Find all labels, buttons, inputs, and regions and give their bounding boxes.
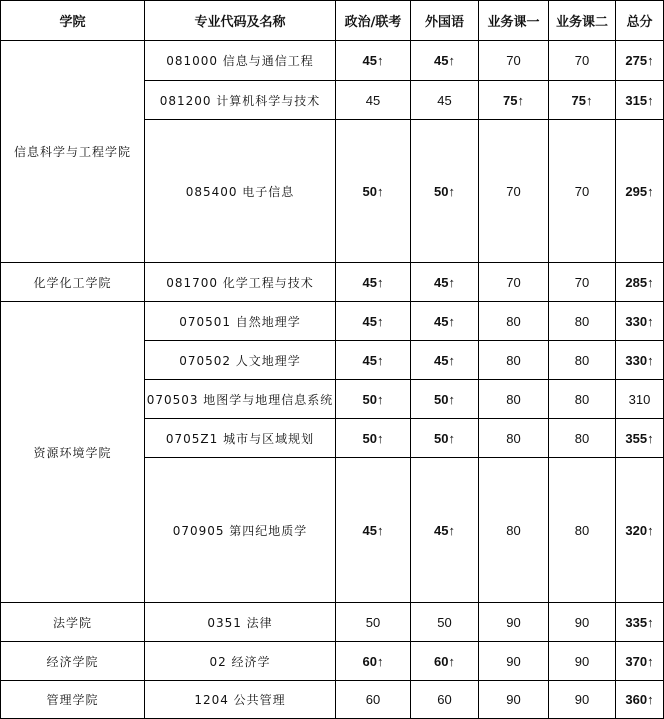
foreign-score: 50: [437, 614, 452, 630]
up-arrow-icon: ↑: [448, 183, 455, 199]
college-name: 管理学院: [1, 681, 145, 719]
foreign-score: 45: [434, 352, 449, 368]
up-arrow-icon: ↑: [376, 53, 384, 68]
politics-score: 45: [362, 352, 377, 368]
foreign-score-cell: [411, 458, 479, 603]
up-arrow-icon: ↑: [376, 313, 384, 329]
college-name: 资源环境学院: [1, 302, 145, 603]
up-arrow-icon: ↑: [647, 53, 654, 68]
up-arrow-icon: ↑: [647, 614, 654, 630]
major-name: 070905 第四纪地质学: [145, 458, 336, 603]
course1-score: 90: [506, 653, 521, 669]
course2-score: 80: [574, 522, 590, 538]
up-arrow-icon: ↑: [376, 352, 384, 368]
up-arrow-icon: ↑: [647, 313, 654, 329]
course2-score-cell: [549, 341, 616, 380]
course2-score-cell: [549, 81, 616, 120]
foreign-score: 45: [434, 522, 449, 538]
total-score: 320: [625, 522, 648, 538]
politics-score: 60: [362, 653, 377, 669]
total-score-cell: [616, 263, 664, 302]
politics-score: 45: [365, 92, 381, 108]
major-name: 085400 电子信息: [145, 120, 336, 263]
total-score-cell: [616, 458, 664, 603]
course1-score-cell: [479, 341, 549, 380]
foreign-score-cell: [411, 380, 479, 419]
up-arrow-icon: ↑: [448, 430, 455, 446]
course2-score: 80: [574, 352, 590, 368]
foreign-score: 50: [434, 430, 449, 446]
up-arrow-icon: ↑: [448, 313, 455, 329]
header-foreign: 外国语: [411, 1, 479, 41]
total-score: 285: [625, 274, 648, 290]
course2-score-cell: [549, 302, 616, 341]
politics-score-cell: [336, 380, 411, 419]
course2-score-cell: [549, 642, 616, 681]
course2-score: 70: [574, 183, 590, 199]
up-arrow-icon: ↑: [647, 92, 654, 108]
total-score-cell: [616, 341, 664, 380]
total-score: 315: [625, 92, 648, 108]
major-name: 081700 化学工程与技术: [145, 263, 336, 302]
course1-score: 80: [506, 522, 521, 538]
header-politics: 政治/联考: [336, 1, 411, 41]
course2-score: 70: [574, 53, 590, 68]
politics-score-cell: [336, 120, 411, 263]
up-arrow-icon: ↑: [647, 653, 654, 669]
politics-score: 45: [362, 53, 377, 68]
course1-score-cell: [479, 41, 549, 81]
total-score-cell: [616, 380, 664, 419]
total-score-cell: [616, 81, 664, 120]
header-major: 专业代码及名称: [145, 1, 336, 41]
up-arrow-icon: ↑: [448, 274, 455, 290]
up-arrow-icon: ↑: [647, 692, 654, 707]
major-name: 02 经济学: [145, 642, 336, 681]
politics-score: 45: [362, 313, 377, 329]
politics-score-cell: [336, 81, 411, 120]
foreign-score: 45: [437, 92, 452, 108]
table-row: [1, 603, 664, 642]
total-score: 295: [625, 183, 648, 199]
up-arrow-icon: ↑: [376, 522, 384, 538]
major-name: 070503 地图学与地理信息系统: [145, 380, 336, 419]
course1-score: 80: [506, 313, 521, 329]
up-arrow-icon: ↑: [376, 274, 384, 290]
course1-score: 70: [506, 53, 521, 68]
up-arrow-icon: ↑: [376, 430, 384, 446]
major-name: 0351 法律: [145, 603, 336, 642]
politics-score: 50: [365, 614, 381, 630]
header-course1: 业务课一: [479, 1, 549, 41]
foreign-score: 45: [434, 313, 449, 329]
politics-score-cell: [336, 41, 411, 81]
up-arrow-icon: ↑: [517, 92, 524, 108]
up-arrow-icon: ↑: [376, 653, 384, 669]
course2-score: 80: [574, 313, 590, 329]
course2-score-cell: [549, 458, 616, 603]
total-score: 370: [625, 653, 648, 669]
total-score: 335: [625, 614, 648, 630]
course2-score: 90: [574, 653, 590, 669]
foreign-score: 50: [434, 391, 449, 407]
course2-score-cell: [549, 380, 616, 419]
course1-score-cell: [479, 419, 549, 458]
course2-score: 80: [574, 391, 590, 407]
politics-score: 45: [362, 274, 377, 290]
course2-score-cell: [549, 120, 616, 263]
table-row: [1, 302, 664, 341]
course1-score-cell: [479, 302, 549, 341]
politics-score: 50: [362, 430, 377, 446]
course2-score: 90: [574, 614, 590, 630]
college-name: 法学院: [1, 603, 145, 642]
total-score: 330: [625, 313, 648, 329]
foreign-score-cell: [411, 341, 479, 380]
table-row: [1, 41, 664, 81]
course2-score: 75: [571, 92, 586, 108]
course1-score-cell: [479, 81, 549, 120]
total-score-cell: [616, 642, 664, 681]
major-name: 0705Z1 城市与区域规划: [145, 419, 336, 458]
total-score: 360: [625, 692, 648, 707]
up-arrow-icon: ↑: [448, 522, 455, 538]
politics-score-cell: [336, 458, 411, 603]
foreign-score: 45: [434, 274, 449, 290]
college-name: 化学化工学院: [1, 263, 145, 302]
course2-score-cell: [549, 603, 616, 642]
course1-score: 80: [506, 391, 521, 407]
up-arrow-icon: ↑: [647, 430, 654, 446]
course2-score-cell: [549, 419, 616, 458]
up-arrow-icon: ↑: [647, 183, 654, 199]
total-score: 330: [625, 352, 648, 368]
up-arrow-icon: ↑: [376, 183, 384, 199]
total-score-cell: [616, 120, 664, 263]
header-total: 总分: [616, 1, 664, 41]
up-arrow-icon: ↑: [647, 522, 654, 538]
course1-score-cell: [479, 263, 549, 302]
college-name: 经济学院: [1, 642, 145, 681]
course1-score: 70: [506, 274, 521, 290]
major-name: 081000 信息与通信工程: [145, 41, 336, 81]
course1-score: 80: [506, 352, 521, 368]
total-score: 355: [625, 430, 648, 446]
foreign-score-cell: [411, 81, 479, 120]
header-college: 学院: [1, 1, 145, 41]
total-score: 275: [625, 53, 648, 68]
course1-score: 90: [506, 692, 521, 707]
politics-score: 50: [362, 391, 377, 407]
up-arrow-icon: ↑: [376, 391, 384, 407]
foreign-score: 45: [434, 53, 449, 68]
politics-score: 50: [362, 183, 377, 199]
table-row: [1, 642, 664, 681]
total-score-cell: [616, 419, 664, 458]
course2-score: 90: [574, 692, 590, 707]
course1-score-cell: [479, 458, 549, 603]
course1-score-cell: [479, 642, 549, 681]
course1-score: 75: [503, 92, 518, 108]
course1-score: 80: [506, 430, 521, 446]
course1-score: 90: [506, 614, 521, 630]
major-name: 070502 人文地理学: [145, 341, 336, 380]
major-name: 070501 自然地理学: [145, 302, 336, 341]
table-body: [1, 41, 664, 719]
college-name: 信息科学与工程学院: [1, 41, 145, 263]
course1-score: 70: [506, 183, 521, 199]
foreign-score-cell: [411, 642, 479, 681]
course2-score: 80: [574, 430, 590, 446]
foreign-score-cell: [411, 263, 479, 302]
total-score-cell: [616, 41, 664, 81]
total-score-cell: [616, 302, 664, 341]
politics-score: 60: [365, 692, 381, 707]
course2-score: 70: [574, 274, 590, 290]
up-arrow-icon: ↑: [647, 274, 654, 290]
total-score-cell: [616, 603, 664, 642]
foreign-score-cell: [411, 302, 479, 341]
politics-score: 45: [362, 522, 377, 538]
foreign-score-cell: [411, 603, 479, 642]
foreign-score-cell: [411, 120, 479, 263]
politics-score-cell: [336, 642, 411, 681]
foreign-score: 60: [437, 692, 452, 707]
course1-score-cell: [479, 603, 549, 642]
up-arrow-icon: ↑: [647, 352, 654, 368]
politics-score-cell: [336, 419, 411, 458]
politics-score-cell: [336, 302, 411, 341]
course1-score-cell: [479, 380, 549, 419]
foreign-score: 60: [434, 653, 449, 669]
course1-score-cell: [479, 120, 549, 263]
up-arrow-icon: ↑: [448, 53, 455, 68]
up-arrow-icon: ↑: [448, 352, 455, 368]
foreign-score-cell: [411, 41, 479, 81]
politics-score-cell: [336, 263, 411, 302]
foreign-score: 50: [434, 183, 449, 199]
major-name: 1204 公共管理: [145, 681, 336, 719]
table-row: [1, 263, 664, 302]
up-arrow-icon: ↑: [448, 653, 455, 669]
total-score: 310: [628, 391, 651, 407]
foreign-score-cell: [411, 419, 479, 458]
course2-score-cell: [549, 41, 616, 81]
major-name: 081200 计算机科学与技术: [145, 81, 336, 120]
up-arrow-icon: ↑: [585, 92, 593, 108]
header-row: [1, 1, 664, 41]
up-arrow-icon: ↑: [448, 391, 455, 407]
politics-score-cell: [336, 603, 411, 642]
course2-score-cell: [549, 263, 616, 302]
header-course2: 业务课二: [549, 1, 616, 41]
politics-score-cell: [336, 341, 411, 380]
